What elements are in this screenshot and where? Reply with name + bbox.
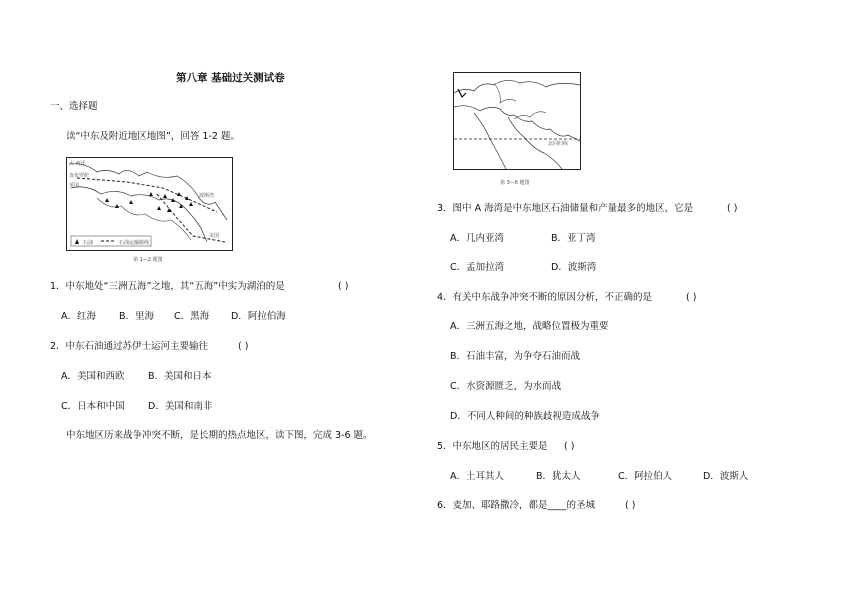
question-6-stem: 6．麦加、耶路撒冷，都是____的圣城 bbox=[437, 500, 596, 511]
section-heading: 一、选择题 bbox=[50, 101, 98, 112]
question-5-option-d: D．波斯人 bbox=[703, 471, 749, 482]
map1-label-uk: 英国 bbox=[69, 183, 80, 189]
intro-3-6: 中东地区历来战争冲突不断，是长期的热点地区，读下图，完成 3-6 题。 bbox=[66, 430, 373, 441]
map1-label-gibraltar: 直布罗陀 bbox=[69, 173, 90, 179]
question-5-answer-blank: ( ) bbox=[564, 441, 575, 452]
map1-label-atlantic: 大 西洋 bbox=[69, 161, 86, 167]
map1-caption: 第 1—2 题图 bbox=[133, 257, 163, 263]
question-4-option-c: C．水资源匮乏，为水而战 bbox=[450, 381, 562, 392]
question-1-option-b: B．里海 bbox=[119, 311, 155, 322]
question-2-option-d: D．美国和南非 bbox=[148, 401, 213, 412]
map2-caption: 第 3—6 题图 bbox=[500, 180, 530, 186]
map2-label-tropic: 北回归线 bbox=[548, 141, 569, 147]
question-3-stem: 3．图中 A 海湾是中东地区石油储量和产量最多的地区，它是 bbox=[437, 203, 694, 214]
question-2-option-b: B．美国和日本 bbox=[148, 371, 212, 382]
question-4-stem: 4．有关中东战争冲突不断的原因分析，不正确的是 bbox=[437, 292, 653, 303]
question-2-stem: 2．中东石油通过苏伊士运河主要输往 bbox=[50, 341, 209, 352]
map1-label-persian-gulf: 波斯湾 bbox=[199, 193, 215, 199]
question-4-option-a: A．三洲五海之地，战略位置极为重要 bbox=[450, 321, 609, 332]
question-3-option-b: B．亚丁湾 bbox=[551, 233, 596, 244]
map-2-drawing bbox=[454, 73, 580, 169]
question-1-option-d: D．阿拉伯海 bbox=[231, 311, 286, 322]
map-middle-east-oil bbox=[66, 157, 233, 251]
question-4-option-d: D．不同人种间的种族歧视造成战争 bbox=[450, 411, 600, 422]
question-1-answer-blank: ( ) bbox=[338, 281, 349, 292]
page-title: 第八章 基础过关测试卷 bbox=[176, 72, 285, 84]
question-5-stem: 5．中东地区的居民主要是 bbox=[437, 441, 548, 452]
intro-1-2: 读“中东及附近地区地图”，回答 1-2 题。 bbox=[66, 131, 240, 142]
map1-label-usa: 美国 bbox=[209, 233, 220, 239]
map1-legend-route: 石油运输路线 bbox=[119, 240, 150, 246]
question-3-answer-blank: ( ) bbox=[727, 203, 738, 214]
question-2-answer-blank: ( ) bbox=[238, 341, 249, 352]
question-6-answer-blank: ( ) bbox=[625, 500, 636, 511]
map1-legend-oil: 石油 bbox=[83, 240, 94, 246]
map-middle-east-region bbox=[453, 72, 581, 170]
question-1-stem: 1．中东地处“三洲五海”之地，其“五海”中实为湖泊的是 bbox=[50, 281, 285, 292]
question-5-option-a: A．土耳其人 bbox=[450, 471, 504, 482]
question-3-option-c: C．孟加拉湾 bbox=[450, 262, 505, 273]
question-2-option-c: C．日本和中国 bbox=[61, 401, 125, 412]
question-3-option-d: D．波斯湾 bbox=[551, 262, 597, 273]
question-4-option-b: B．石油丰富，为争夺石油而战 bbox=[450, 351, 581, 362]
map-1-drawing bbox=[67, 158, 232, 250]
question-5-option-c: C．阿拉伯人 bbox=[618, 471, 673, 482]
question-2-option-a: A．美国和西欧 bbox=[61, 371, 125, 382]
question-1-option-c: C．黑海 bbox=[174, 311, 210, 322]
question-5-option-b: B．犹太人 bbox=[536, 471, 581, 482]
question-1-option-a: A．红海 bbox=[61, 311, 96, 322]
question-3-option-a: A．几内亚湾 bbox=[450, 233, 504, 244]
question-4-answer-blank: ( ) bbox=[686, 292, 697, 303]
